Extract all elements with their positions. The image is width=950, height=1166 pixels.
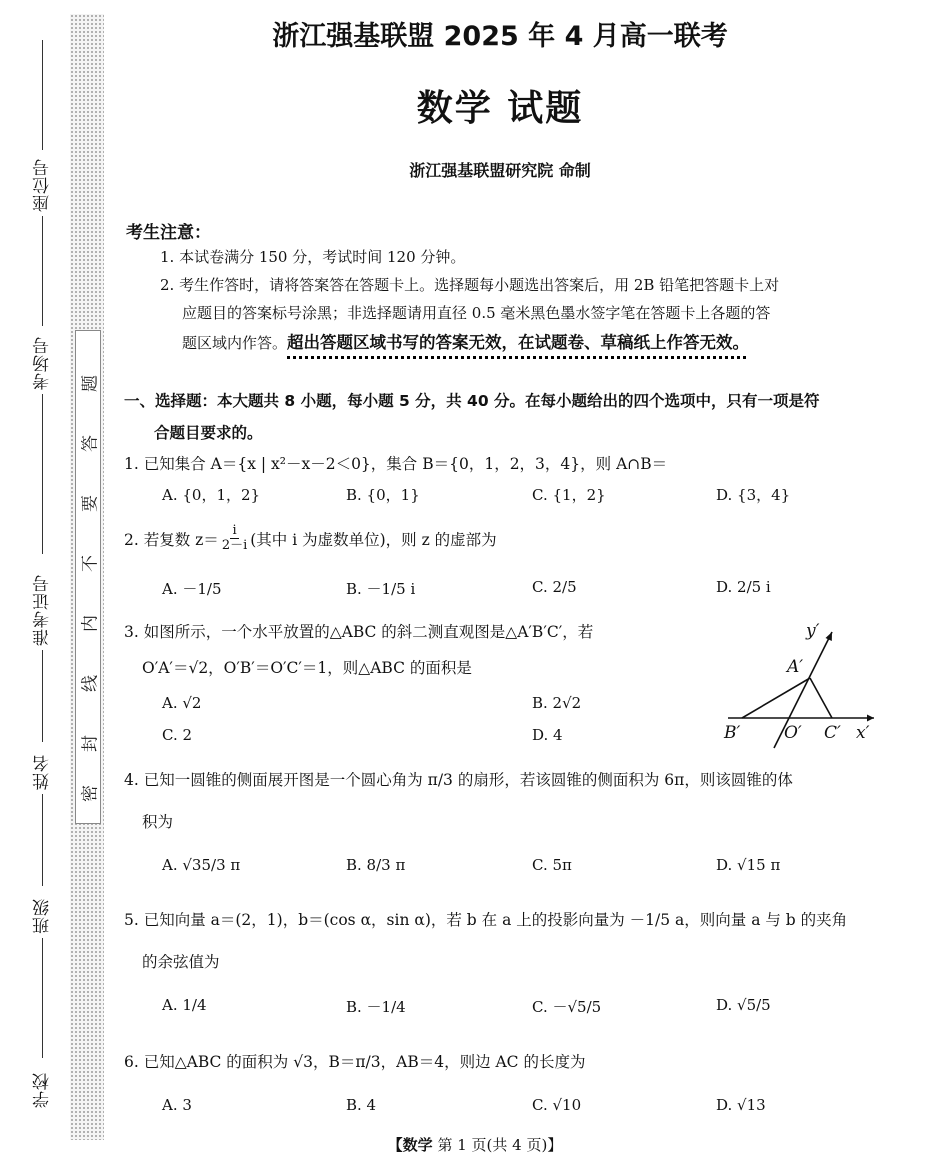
question-2-stem-end: (其中 i 为虚数单位)，则 z 的虚部为 — [250, 530, 497, 549]
question-5-option-a: A. 1/4 — [162, 996, 207, 1014]
name-label: 姓名 — [33, 754, 53, 790]
question-1-option-a: A. {0，1，2} — [162, 486, 261, 504]
notice-heading: 考生注意： — [126, 223, 211, 243]
question-3-figure — [722, 620, 880, 750]
question-6-option-a: A. 3 — [162, 1096, 192, 1114]
divider — [42, 794, 43, 886]
question-5-stem-line-2: 的余弦值为 — [142, 953, 220, 971]
question-6-option-c: C. √10 — [532, 1096, 582, 1114]
divider — [42, 938, 43, 1058]
question-5-option-b: B. －1/4 — [346, 998, 406, 1016]
question-3-option-b: B. 2√2 — [532, 694, 582, 712]
question-2-stem-start: 2. 若复数 z＝ — [124, 530, 219, 549]
question-4-option-a: A. √35/3 π — [162, 856, 241, 874]
class-label: 班级 — [33, 898, 53, 934]
label-a-prime: A′ — [787, 657, 804, 677]
label-c-prime: C′ — [824, 723, 841, 743]
divider — [42, 650, 43, 742]
footer-subject: 【数学 — [387, 1136, 433, 1154]
seal-line-box — [75, 330, 101, 824]
divider — [42, 216, 43, 326]
notice-item-2-line-2: 应题目的答案标号涂黑；非选择题请用直径 0.5 毫米黑色墨水签字笔在答题卡上各题的答 — [182, 304, 771, 322]
question-4-option-b: B. 8/3 π — [346, 856, 406, 874]
fraction-denominator: 2－i — [221, 538, 248, 553]
section-heading-line-1: 一、选择题：本大题共 8 小题，每小题 5 分，共 40 分。在每小题给出的四个选项中，只有一项是符 — [124, 392, 820, 410]
divider — [42, 40, 43, 150]
label-x-prime: x′ — [856, 723, 870, 743]
question-3-option-d: D. 4 — [532, 726, 563, 744]
seal-char: 题 — [80, 375, 101, 392]
notice-item-2-line-1: 2. 考生作答时，请将答案答在答题卡上。选择题每小题选出答案后，用 2B 铅笔把答题卡上对 — [160, 276, 780, 294]
seal-char: 要 — [80, 495, 101, 512]
notice-item-2-line-3 — [182, 329, 749, 353]
question-2-option-a: A. －1/5 — [162, 580, 222, 598]
question-1-option-c: C. {1，2} — [532, 486, 606, 504]
question-3-stem-line-2: O′A′＝√2，O′B′＝O′C′＝1，则△ABC 的面积是 — [142, 659, 472, 677]
notice-emphasis: 超出答题区域书写的答案无效，在试题卷、草稿纸上作答无效。 — [287, 333, 750, 352]
question-2-fraction — [222, 524, 247, 553]
subject-title: 数学 试题 — [416, 88, 584, 129]
question-1-option-d: D. {3，4} — [716, 486, 791, 504]
publisher: 浙江强基联盟研究院 命制 — [409, 161, 591, 180]
x-axis-arrow — [867, 715, 874, 722]
question-6-stem: 6. 已知△ABC 的面积为 √3，B＝π/3，AB＝4，则边 AC 的长度为 — [124, 1053, 586, 1071]
binding-margin — [0, 0, 120, 1166]
divider — [42, 394, 43, 554]
question-6-option-b: B. 4 — [346, 1096, 377, 1114]
question-5-stem-line-1: 5. 已知向量 a＝(2，1)，b＝(cos α，sin α)，若 b 在 a 上的投影向量为 －1/5 a，则向量 a 与 b 的夹角 — [124, 911, 848, 929]
question-4-stem-line-2: 积为 — [142, 813, 174, 831]
exam-room-label: 考场号 — [33, 336, 53, 390]
school-label: 学校 — [33, 1072, 53, 1108]
question-2-option-c: C. 2/5 — [532, 578, 577, 596]
section-heading-line-2: 合题目要求的。 — [154, 424, 263, 442]
question-4-option-d: D. √15 π — [716, 856, 781, 874]
seal-char: 封 — [80, 735, 101, 752]
question-4-stem-line-1: 4. 已知一圆锥的侧面展开图是一个圆心角为 π/3 的扇形，若该圆锥的侧面积为 6π，则该圆锥的体 — [124, 771, 793, 789]
question-4-option-c: C. 5π — [532, 856, 572, 874]
exam-title: 浙江强基联盟 2025 年 4 月高一联考 — [272, 21, 728, 52]
label-o-prime: O′ — [784, 723, 802, 743]
seal-char: 答 — [80, 435, 101, 452]
question-6-option-d: D. √13 — [716, 1096, 766, 1114]
notice-item-1: 1. 本试卷满分 150 分，考试时间 120 分钟。 — [160, 248, 466, 266]
fraction-numerator: i — [232, 523, 237, 538]
question-3-stem-line-1: 3. 如图所示，一个水平放置的△ABC 的斜二测直观图是△A′B′C′，若 — [124, 623, 594, 641]
segment-a-c — [810, 678, 832, 718]
footer-page-number: 第 1 页(共 4 页)】 — [437, 1136, 563, 1154]
question-1-option-b: B. {0，1} — [346, 486, 420, 504]
question-2-stem — [124, 524, 497, 553]
page-footer — [0, 1134, 950, 1155]
question-3-option-c: C. 2 — [162, 726, 193, 744]
seal-char: 不 — [80, 555, 101, 572]
question-5-option-c: C. －√5/5 — [532, 998, 602, 1016]
question-3-option-a: A. √2 — [162, 694, 202, 712]
label-y-prime: y′ — [806, 621, 820, 641]
seal-char: 线 — [80, 675, 101, 692]
seat-number-label: 座位号 — [33, 158, 53, 212]
question-1-stem: 1. 已知集合 A＝{x | x²－x－2＜0}，集合 B＝{0，1，2，3，4}，则 A∩B＝ — [124, 455, 668, 473]
notice-plain-text: 题区域内作答。 — [182, 334, 288, 352]
question-2-option-b: B. －1/5 i — [346, 580, 416, 598]
question-5-option-d: D. √5/5 — [716, 996, 771, 1014]
seal-char: 密 — [80, 785, 101, 802]
question-2-option-d: D. 2/5 i — [716, 578, 771, 596]
seal-char: 内 — [80, 615, 101, 632]
admission-number-label: 准考证号 — [33, 574, 53, 646]
label-b-prime: B′ — [724, 723, 741, 743]
